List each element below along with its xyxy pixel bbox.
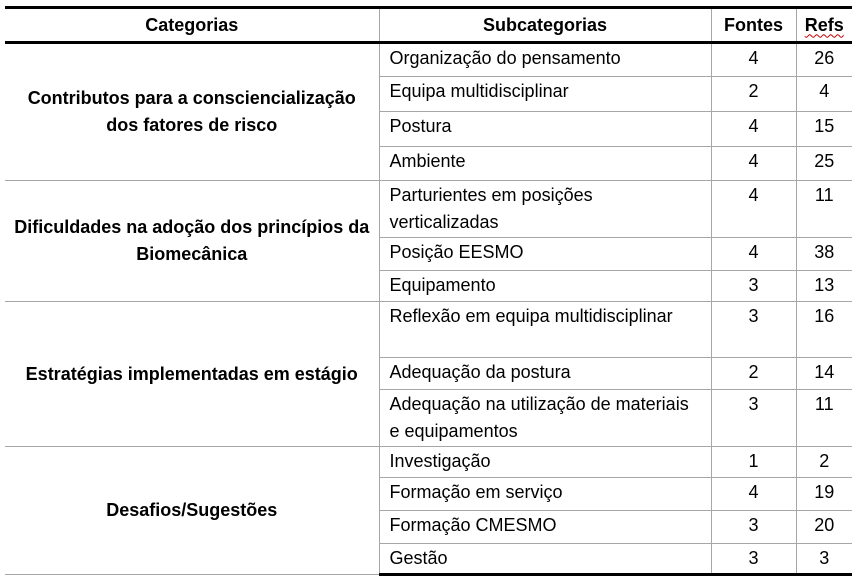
sources-cell: 3 xyxy=(711,511,796,544)
refs-cell: 25 xyxy=(796,147,852,181)
refs-cell: 3 xyxy=(796,544,852,575)
subcategory-cell: Posição EESMO xyxy=(379,238,711,271)
subcategory-cell: Parturientes em posições verticalizadas xyxy=(379,181,711,238)
table-row xyxy=(5,43,852,77)
subcategory-cell: Formação CMESMO xyxy=(379,511,711,544)
category-cell: Dificuldades na adoção dos princípios da Biomecânica xyxy=(5,181,379,302)
refs-cell: 20 xyxy=(796,511,852,544)
sources-cell: 1 xyxy=(711,447,796,478)
sources-cell: 4 xyxy=(711,181,796,238)
table-row xyxy=(5,447,852,478)
sources-cell: 3 xyxy=(711,390,796,447)
header-refs xyxy=(796,8,852,43)
header-row xyxy=(5,8,852,43)
subcategory-cell: Adequação na utilização de materiais e equipamentos xyxy=(379,390,711,447)
refs-cell: 16 xyxy=(796,302,852,358)
header-sources: Fontes xyxy=(711,8,796,43)
table-body xyxy=(5,43,852,575)
category-cell: Desafios/Sugestões xyxy=(5,447,379,575)
sources-cell: 4 xyxy=(711,147,796,181)
refs-cell: 11 xyxy=(796,390,852,447)
refs-cell: 38 xyxy=(796,238,852,271)
sources-cell: 4 xyxy=(711,478,796,511)
subcategory-cell: Adequação da postura xyxy=(379,358,711,390)
refs-cell: 4 xyxy=(796,77,852,112)
refs-cell: 11 xyxy=(796,181,852,238)
table-row xyxy=(5,302,852,358)
subcategory-cell: Gestão xyxy=(379,544,711,575)
sources-cell: 4 xyxy=(711,238,796,271)
subcategory-cell: Reflexão em equipa multidisciplinar xyxy=(379,302,711,358)
results-table xyxy=(5,6,852,576)
header-subcategories: Subcategorias xyxy=(379,8,711,43)
subcategory-cell: Equipamento xyxy=(379,271,711,302)
refs-cell: 26 xyxy=(796,43,852,77)
header-categories: Categorias xyxy=(5,8,379,43)
table-header xyxy=(5,8,852,43)
subcategory-cell: Formação em serviço xyxy=(379,478,711,511)
category-cell: Estratégias implementadas em estágio xyxy=(5,302,379,447)
table-row xyxy=(5,181,852,238)
subcategory-cell: Postura xyxy=(379,112,711,147)
sources-cell: 4 xyxy=(711,112,796,147)
header-refs-label: Refs xyxy=(804,14,844,35)
sources-cell: 2 xyxy=(711,77,796,112)
refs-cell: 13 xyxy=(796,271,852,302)
refs-cell: 19 xyxy=(796,478,852,511)
sources-cell: 2 xyxy=(711,358,796,390)
subcategory-cell: Investigação xyxy=(379,447,711,478)
sources-cell: 3 xyxy=(711,544,796,575)
refs-cell: 15 xyxy=(796,112,852,147)
category-cell: Contributos para a consciencialização dos fatores de risco xyxy=(5,43,379,181)
subcategory-cell: Organização do pensamento xyxy=(379,43,711,77)
sources-cell: 3 xyxy=(711,302,796,358)
refs-cell: 14 xyxy=(796,358,852,390)
subcategory-cell: Equipa multidisciplinar xyxy=(379,77,711,112)
subcategory-cell: Ambiente xyxy=(379,147,711,181)
refs-cell: 2 xyxy=(796,447,852,478)
sources-cell: 4 xyxy=(711,43,796,77)
sources-cell: 3 xyxy=(711,271,796,302)
